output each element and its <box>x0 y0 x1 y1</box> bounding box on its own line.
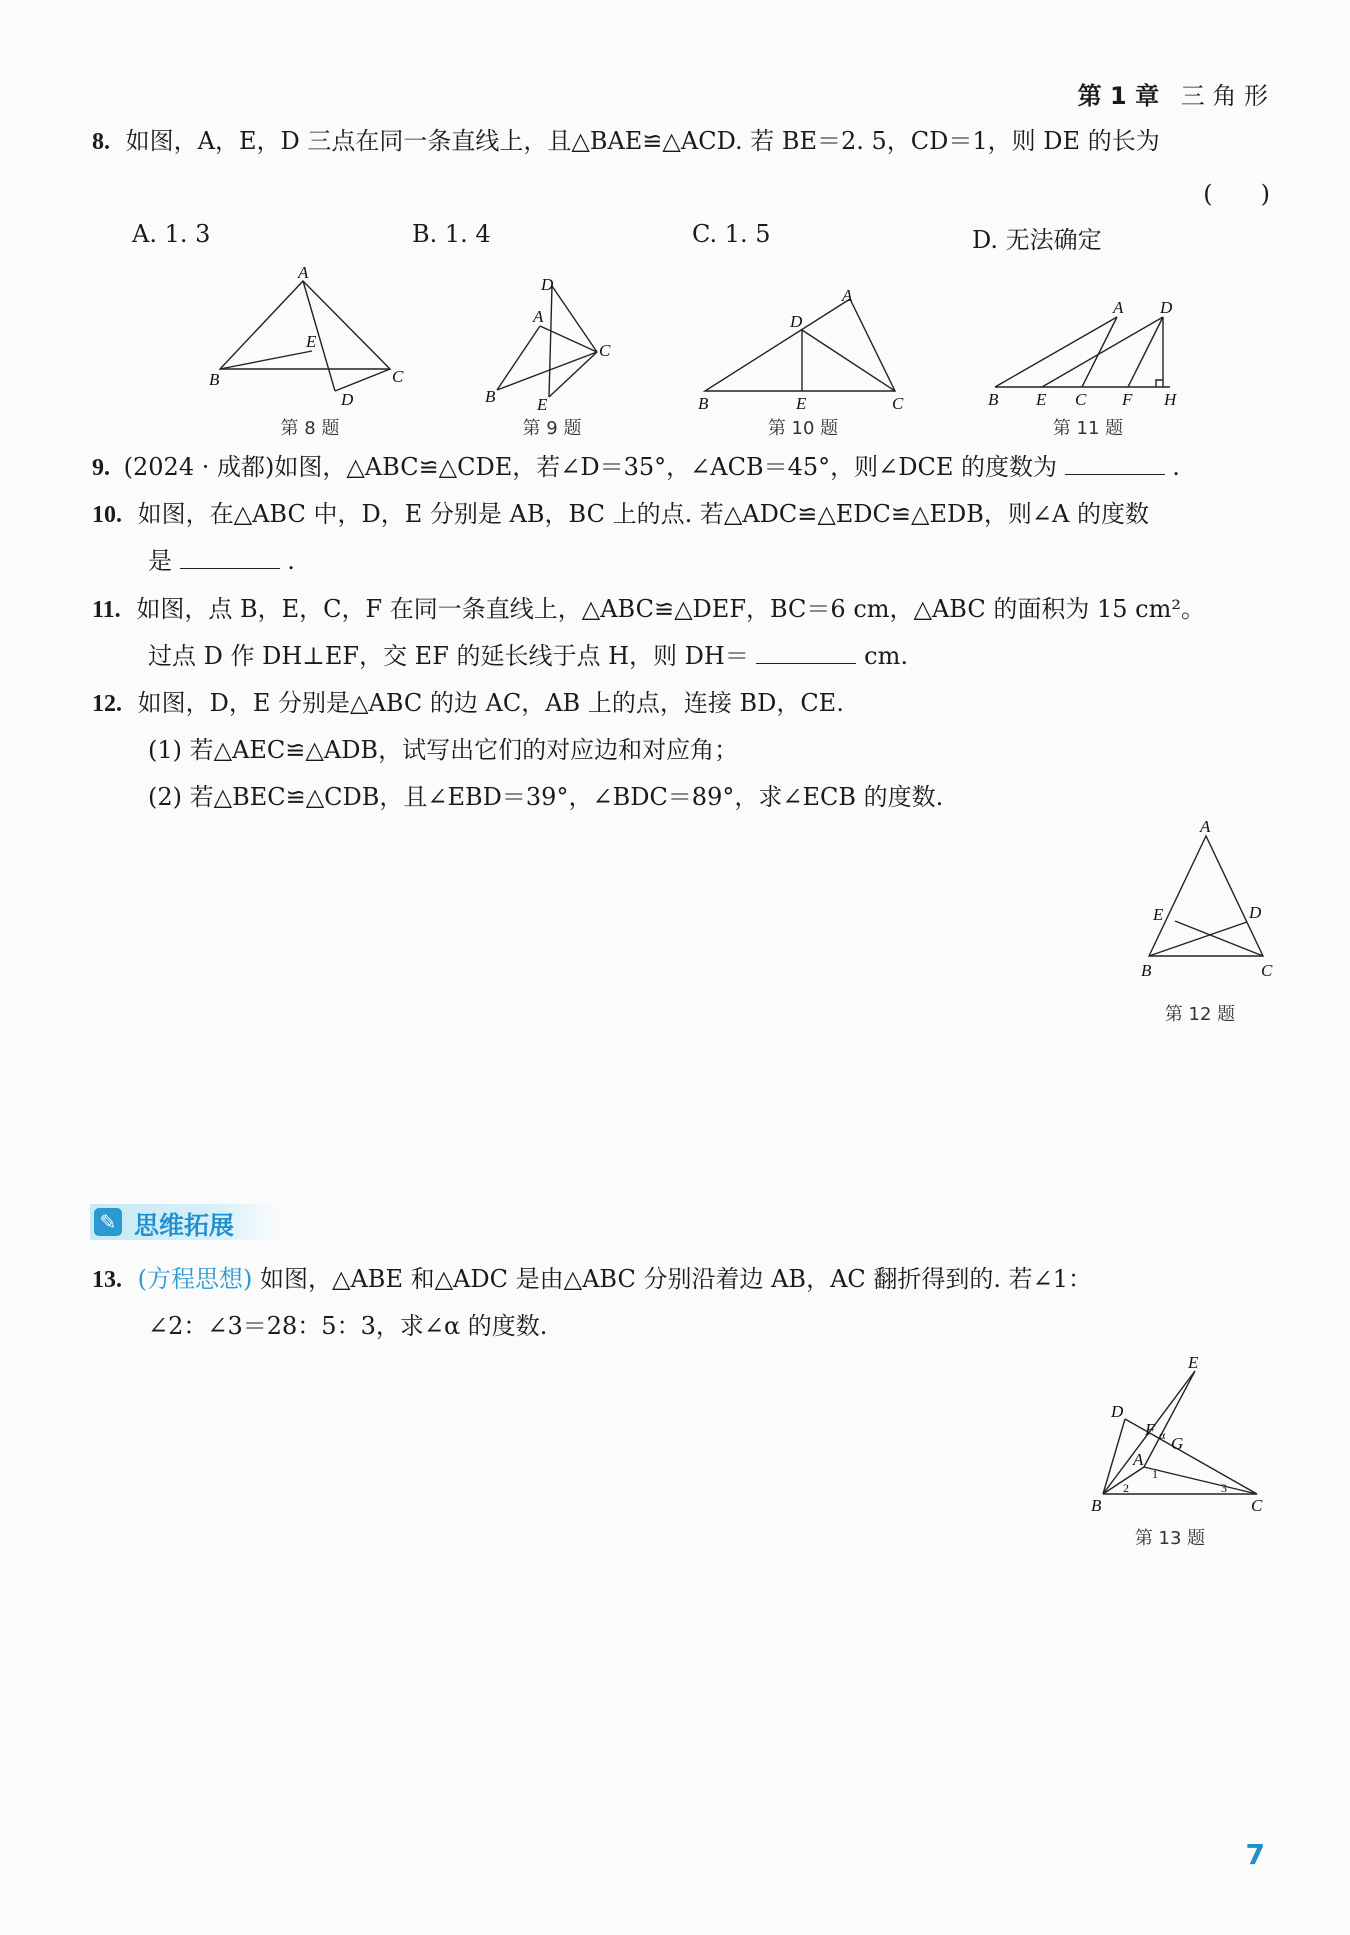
answer-blank[interactable] <box>180 546 280 569</box>
question-text: 过点 D 作 DH⊥EF，交 EF 的延长线于点 H，则 DH＝ <box>148 642 749 670</box>
question-tag: (方程思想) <box>137 1265 253 1293</box>
svg-text:B: B <box>698 394 709 413</box>
svg-text:D: D <box>1160 298 1173 317</box>
section-title: 思维拓展 <box>134 1211 235 1240</box>
question-12-part1: (1) 若△AEC≌△ADB，试写出它们的对应边和对应角； <box>148 736 739 764</box>
caption-fig9: 第 9 题 <box>522 418 582 439</box>
page-number: 7 <box>1245 1838 1265 1871</box>
svg-text:2: 2 <box>1123 1481 1129 1495</box>
svg-text:1: 1 <box>1152 1467 1158 1481</box>
figure-8 <box>205 265 415 410</box>
svg-text:E: E <box>1036 390 1047 409</box>
svg-text:G: G <box>1171 1434 1184 1453</box>
svg-text:D: D <box>341 390 354 409</box>
svg-text:B: B <box>485 387 496 406</box>
figure-9 <box>475 272 625 412</box>
svg-text:A: A <box>1113 298 1124 317</box>
question-number: 13. <box>92 1267 122 1293</box>
caption-fig11: 第 11 题 <box>1052 418 1124 439</box>
svg-text:A: A <box>1133 1450 1144 1469</box>
option-b: B. 1. 4 <box>412 220 491 248</box>
svg-text:E: E <box>796 394 807 413</box>
svg-text:E: E <box>306 332 317 351</box>
svg-text:D: D <box>1111 1402 1124 1421</box>
svg-text:E: E <box>1153 905 1164 924</box>
question-end: . <box>1172 453 1180 481</box>
unit: cm. <box>864 642 908 670</box>
answer-blank[interactable] <box>756 641 856 664</box>
svg-text:F: F <box>1122 390 1133 409</box>
svg-text:D: D <box>1249 903 1262 922</box>
question-text: 是 <box>148 547 172 575</box>
svg-text:α: α <box>1159 1428 1166 1442</box>
question-12-part2: (2) 若△BEC≌△CDB，且∠EBD＝39°，∠BDC＝89°，求∠ECB 的度数. <box>148 783 944 811</box>
question-13-line2: ∠2：∠3＝28：5：3，求∠α 的度数. <box>148 1312 548 1340</box>
svg-text:F: F <box>1145 1420 1156 1439</box>
svg-text:A: A <box>533 307 544 326</box>
option-d: D. 无法确定 <box>972 226 1102 254</box>
svg-text:E: E <box>537 395 548 412</box>
question-13 <box>92 1262 1092 1297</box>
svg-text:B: B <box>1091 1496 1102 1515</box>
svg-text:C: C <box>892 394 904 413</box>
svg-text:H: H <box>1164 390 1177 409</box>
question-12 <box>92 686 844 721</box>
svg-text:C: C <box>1251 1496 1263 1515</box>
question-number: 10. <box>92 502 122 528</box>
option-c: C. 1. 5 <box>692 220 771 248</box>
chapter-header <box>1078 76 1268 111</box>
svg-text:C: C <box>1261 961 1273 980</box>
svg-text:B: B <box>1141 961 1152 980</box>
caption-fig12: 第 12 题 <box>1164 1004 1236 1025</box>
question-number: 9. <box>92 455 110 481</box>
svg-text:D: D <box>790 312 803 331</box>
question-text: 如图，△ABE 和△ADC 是由△ABC 分别沿着边 AB，AC 翻折得到的. 若∠1： <box>260 1265 1093 1293</box>
question-end: . <box>287 547 295 575</box>
option-a: A. 1. 3 <box>132 220 211 248</box>
question-11-line2 <box>148 639 908 673</box>
question-number: 11. <box>92 597 121 623</box>
svg-text:A: A <box>842 286 853 305</box>
svg-text:C: C <box>1075 390 1087 409</box>
figure-12 <box>1135 820 1280 990</box>
question-text: 如图，A，E，D 三点在同一条直线上，且△BAE≌△ACD. 若 BE＝2. 5，CD＝1，则 DE 的长为 <box>125 127 1160 155</box>
caption-fig13: 第 13 题 <box>1134 1528 1206 1549</box>
question-text: 如图，在△ABC 中，D，E 分别是 AB，BC 上的点. 若△ADC≌△EDC≌△EDB，则∠A 的度数 <box>137 500 1149 528</box>
question-text: 如图，D，E 分别是△ABC 的边 AC，AB 上的点，连接 BD，CE. <box>137 689 844 717</box>
svg-text:A: A <box>298 265 309 282</box>
question-text: 如图，点 B，E，C，F 在同一条直线上，△ABC≌△DEF，BC＝6 cm，△ABC 的面积为 15 cm²。 <box>136 595 1205 623</box>
answer-paren: ( ) <box>1203 180 1270 208</box>
svg-text:B: B <box>209 370 220 389</box>
question-8 <box>92 124 1160 159</box>
figure-11 <box>980 295 1190 410</box>
question-number: 12. <box>92 691 122 717</box>
question-10 <box>92 497 1149 532</box>
answer-blank[interactable] <box>1065 452 1165 475</box>
svg-text:E: E <box>1188 1355 1199 1372</box>
question-10-line2 <box>148 544 295 578</box>
svg-text:3: 3 <box>1221 1481 1227 1495</box>
caption-fig10: 第 10 题 <box>767 418 839 439</box>
question-9 <box>92 450 1180 485</box>
svg-text:B: B <box>988 390 999 409</box>
svg-text:A: A <box>1200 820 1211 836</box>
chapter-label: 第 1 章 <box>1077 82 1160 110</box>
figure-13 <box>1085 1355 1285 1520</box>
question-number: 8. <box>92 129 110 155</box>
section-icon: ✎ <box>94 1208 122 1236</box>
svg-text:C: C <box>599 341 611 360</box>
section-header <box>90 1204 280 1240</box>
question-text: (2024 · 成都)如图，△ABC≌△CDE，若∠D＝35°，∠ACB＝45°，则∠DCE 的度数为 <box>123 453 1057 481</box>
question-11 <box>92 592 1205 627</box>
figure-10 <box>690 285 910 415</box>
chapter-title: 三 角 形 <box>1180 82 1268 110</box>
caption-fig8: 第 8 题 <box>280 418 340 439</box>
svg-text:C: C <box>392 367 404 386</box>
svg-text:D: D <box>541 275 554 294</box>
